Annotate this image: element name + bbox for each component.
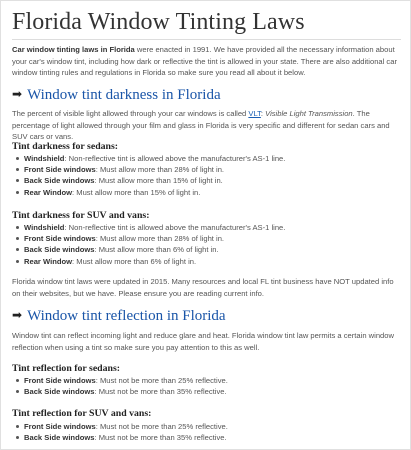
reflection-sedans-list bbox=[12, 375, 228, 397]
list-item: Front Side windows: Must allow more than 28% of light in. bbox=[12, 233, 285, 244]
update-note: Florida window tint laws were updated in 2015. Many resources and local FL tint business have NOT updated info on their websites, but we have. Please ensure you are reading current info. bbox=[12, 277, 394, 298]
intro-lead: Car window tinting laws in Florida bbox=[12, 45, 135, 54]
arrow-right-icon: ➡ bbox=[12, 87, 23, 101]
list-item: Rear Window: Must allow more than 6% of light in. bbox=[12, 256, 285, 267]
bullet-dot-icon bbox=[16, 179, 19, 182]
reflection-paragraph: Window tint can reflect incoming light and reduce glare and heat. Florida window tint law permits a certain window reflection when using a tint so make sure you pay attention to this as well. bbox=[12, 331, 394, 352]
list-item: Windshield: Non-reflective tint is allowed above the manufacturer's AS-1 line. bbox=[12, 222, 285, 233]
vlt-definition: Visible Light Transmission bbox=[265, 109, 353, 118]
list-item: Front Side windows: Must allow more than 28% of light in. bbox=[12, 164, 285, 175]
subheading-darkness-sedans: Tint darkness for sedans: bbox=[12, 141, 119, 152]
section-heading-darkness: ➡ Window tint darkness in Florida bbox=[12, 87, 221, 103]
section-heading-reflection: ➡ Window tint reflection in Florida bbox=[12, 308, 226, 324]
bullet-dot-icon bbox=[16, 168, 19, 171]
bullet-dot-icon bbox=[16, 425, 19, 428]
list-item: Back Side windows: Must not be more than 35% reflective. bbox=[12, 386, 228, 397]
bullet-dot-icon bbox=[16, 260, 19, 263]
list-item: Front Side windows: Must not be more than 25% reflective. bbox=[12, 375, 228, 386]
bullet-dot-icon bbox=[16, 390, 19, 393]
list-item: Back Side windows: Must allow more than 15% of light in. bbox=[12, 175, 285, 186]
list-item: Back Side windows: Must allow more than 6% of light in. bbox=[12, 244, 285, 255]
bullet-dot-icon bbox=[16, 248, 19, 251]
list-item: Back Side windows: Must not be more than 35% reflective. bbox=[12, 432, 228, 443]
list-item: Windshield: Non-reflective tint is allowed above the manufacturer's AS-1 line. bbox=[12, 153, 285, 164]
bullet-dot-icon bbox=[16, 237, 19, 240]
intro-text: were enacted in 1991. We have provided all the necessary information about your car's window tint, including how dark or reflective the tint is allowed in your state. There are also additional car window tinting rules and regulations in Florida so make sure you read all about it below. bbox=[12, 45, 397, 78]
list-item: Rear Window: Must allow more than 15% of light in. bbox=[12, 187, 285, 198]
bullet-dot-icon bbox=[16, 379, 19, 382]
darkness-sedans-list bbox=[12, 153, 285, 198]
list-item: Front Side windows: Must not be more than 25% reflective. bbox=[12, 421, 228, 432]
subheading-reflection-suv: Tint reflection for SUV and vans: bbox=[12, 408, 152, 419]
arrow-right-icon: ➡ bbox=[12, 308, 23, 322]
darkness-suv-list bbox=[12, 222, 285, 267]
subheading-reflection-sedans: Tint reflection for sedans: bbox=[12, 363, 121, 374]
subheading-darkness-suv: Tint darkness for SUV and vans: bbox=[12, 210, 150, 221]
bullet-dot-icon bbox=[16, 191, 19, 194]
vlt-paragraph: The percent of visible light allowed through your car windows is called VLT: Visible Light Transmission. The percentage of light allowed through your film and glass in Florida is very specific and different for sedan cars and SUV cars or vans. bbox=[12, 109, 390, 142]
reflection-suv-list bbox=[12, 421, 228, 443]
bullet-dot-icon bbox=[16, 436, 19, 439]
vlt-link[interactable]: VLT bbox=[248, 109, 261, 118]
page-title: Florida Window Tinting Laws bbox=[12, 9, 305, 35]
bullet-dot-icon bbox=[16, 226, 19, 229]
title-divider bbox=[12, 39, 401, 40]
intro-paragraph bbox=[12, 44, 404, 79]
bullet-dot-icon bbox=[16, 157, 19, 160]
